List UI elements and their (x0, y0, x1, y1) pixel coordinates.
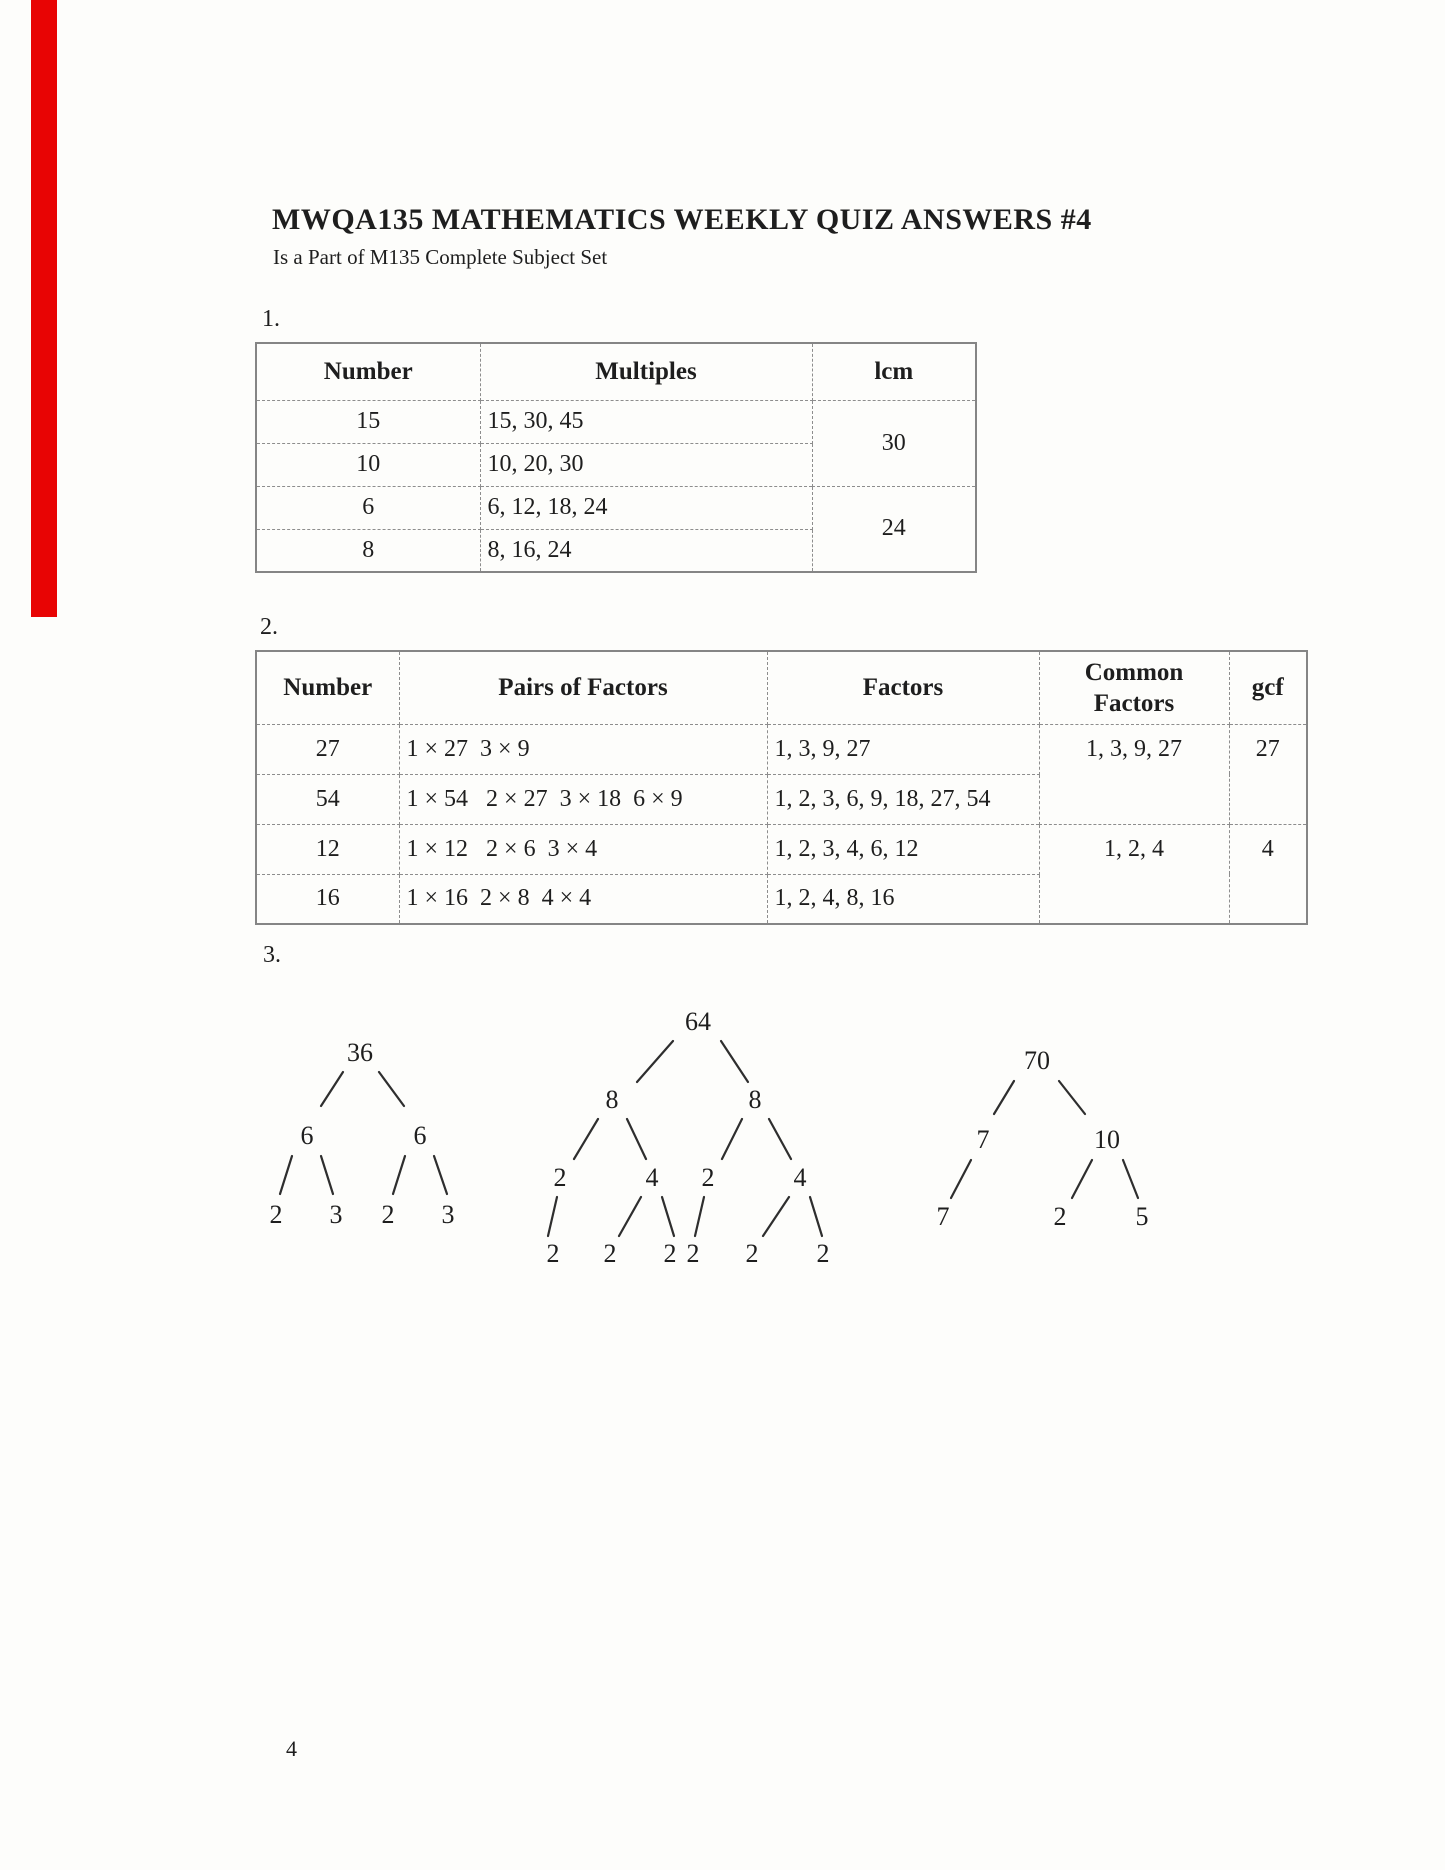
table-row (256, 486, 976, 529)
column-header-number: Number (256, 343, 480, 400)
number-cell: 16 (256, 874, 399, 924)
column-header-factors: Factors (767, 651, 1039, 724)
tree-70-leaf: 2 (1053, 1202, 1067, 1231)
gcf-cell: 27 (1229, 724, 1307, 824)
question-1-label: 1. (262, 306, 280, 332)
column-header-common-factors: Common Factors (1039, 651, 1229, 724)
table-row (256, 724, 1307, 774)
multiples-cell: 6, 12, 18, 24 (480, 486, 812, 529)
page-number: 4 (286, 1736, 297, 1761)
lcm-cell: 30 (812, 400, 976, 486)
common-factors-cell: 1, 3, 9, 27 (1039, 724, 1229, 824)
tree-36-node: 6 (413, 1121, 427, 1150)
tree-70-leaf: 7 (936, 1202, 950, 1231)
tree-64-leaf: 2 (663, 1239, 677, 1268)
tree-64-node: 8 (748, 1085, 762, 1114)
factors-gcf-table (255, 650, 1308, 925)
table-header-row (256, 651, 1307, 724)
tree-70-node: 10 (1094, 1125, 1120, 1154)
tree-64-leaf: 2 (546, 1239, 560, 1268)
tree-36-leaf: 2 (381, 1200, 395, 1229)
number-cell: 27 (256, 724, 399, 774)
tree-64-node: 2 (553, 1163, 567, 1192)
common-factors-cell: 1, 2, 4 (1039, 824, 1229, 924)
column-header-number: Number (256, 651, 399, 724)
pairs-cell: 1 × 27 3 × 9 (399, 724, 767, 774)
tree-64-leaf: 2 (745, 1239, 759, 1268)
tree-64-leaf: 2 (816, 1239, 830, 1268)
page-title: MWQA135 MATHEMATICS WEEKLY QUIZ ANSWERS #4 (272, 203, 1092, 236)
pairs-cell: 1 × 54 2 × 27 3 × 18 6 × 9 (399, 774, 767, 824)
factors-cell: 1, 2, 3, 4, 6, 12 (767, 824, 1039, 874)
tree-70-leaf: 5 (1135, 1202, 1149, 1231)
column-header-gcf: gcf (1229, 651, 1307, 724)
tree-36-leaf: 2 (269, 1200, 283, 1229)
column-header-lcm: lcm (812, 343, 976, 400)
lcm-cell: 24 (812, 486, 976, 572)
tree-36-root: 36 (347, 1038, 373, 1067)
number-cell: 8 (256, 529, 480, 572)
multiples-cell: 15, 30, 45 (480, 400, 812, 443)
factors-cell: 1, 2, 3, 6, 9, 18, 27, 54 (767, 774, 1039, 824)
tree-70-node: 7 (976, 1125, 990, 1154)
pairs-cell: 1 × 16 2 × 8 4 × 4 (399, 874, 767, 924)
gcf-cell: 4 (1229, 824, 1307, 924)
factors-cell: 1, 3, 9, 27 (767, 724, 1039, 774)
number-cell: 54 (256, 774, 399, 824)
number-cell: 12 (256, 824, 399, 874)
tree-64-root: 64 (685, 1007, 711, 1036)
scan-edge-artifact (31, 0, 57, 617)
table-header-row (256, 343, 976, 400)
tree-36-node: 6 (300, 1121, 314, 1150)
column-header-multiples: Multiples (480, 343, 812, 400)
multiples-cell: 8, 16, 24 (480, 529, 812, 572)
tree-36-leaf: 3 (441, 1200, 455, 1229)
tree-36-leaf: 3 (329, 1200, 343, 1229)
tree-70-root: 70 (1024, 1046, 1050, 1075)
column-header-pairs: Pairs of Factors (399, 651, 767, 724)
number-cell: 15 (256, 400, 480, 443)
tree-64-leaf: 2 (603, 1239, 617, 1268)
pairs-cell: 1 × 12 2 × 6 3 × 4 (399, 824, 767, 874)
page-subtitle: Is a Part of M135 Complete Subject Set (273, 245, 608, 269)
multiples-cell: 10, 20, 30 (480, 443, 812, 486)
question-3-label: 3. (263, 942, 281, 968)
factors-cell: 1, 2, 4, 8, 16 (767, 874, 1039, 924)
multiples-lcm-table (255, 342, 977, 573)
number-cell: 6 (256, 486, 480, 529)
table-row (256, 824, 1307, 874)
tree-64-node: 8 (605, 1085, 619, 1114)
number-cell: 10 (256, 443, 480, 486)
tree-64-node: 4 (645, 1163, 659, 1192)
tree-64-node: 2 (701, 1163, 715, 1192)
tree-64-leaf: 2 (686, 1239, 700, 1268)
table-row (256, 400, 976, 443)
tree-64-node: 4 (793, 1163, 807, 1192)
question-2-label: 2. (260, 614, 278, 640)
